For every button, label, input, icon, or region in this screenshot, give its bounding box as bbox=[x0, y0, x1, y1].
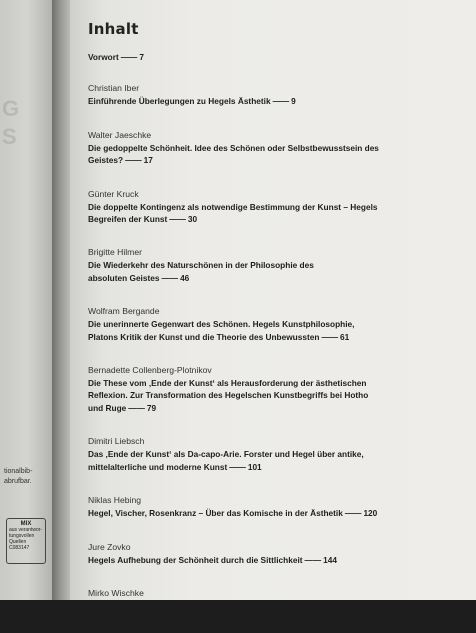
toc-entry-title-line bbox=[88, 507, 472, 519]
page-number: 7 bbox=[139, 52, 144, 62]
fsc-mix-code: C083147 bbox=[9, 545, 30, 551]
toc-entry-author: Niklas Hebing bbox=[88, 495, 142, 506]
leader-dash: —— bbox=[125, 155, 142, 166]
leader-dash: —— bbox=[344, 508, 362, 519]
toc-entry-title-line bbox=[88, 272, 472, 284]
fsc-mix-title: MIX bbox=[20, 521, 32, 527]
page-number: 30 bbox=[187, 214, 198, 225]
toc-entry-title-text: Geistes? bbox=[88, 155, 124, 166]
page-number: 17 bbox=[143, 155, 153, 166]
leader-dash: —— bbox=[304, 554, 322, 565]
toc-content bbox=[88, 20, 472, 633]
page-number: 61 bbox=[340, 331, 350, 342]
toc-entry-author: Günter Kruck bbox=[88, 188, 139, 199]
toc-entry-title-line bbox=[88, 600, 472, 612]
toc-entry-author: Christian Iber bbox=[88, 83, 140, 94]
toc-entry-foreword bbox=[88, 51, 472, 63]
toc-entry-title-line bbox=[88, 95, 472, 107]
toc-entry bbox=[88, 188, 472, 226]
toc-entry bbox=[88, 82, 472, 107]
toc-entry-title-line bbox=[88, 213, 472, 225]
toc-entry-title-text: Reflexion. Zur Transformation des Hegelschen Kunstbegriffs bei Hotho bbox=[88, 390, 369, 401]
toc-entry-title-line bbox=[88, 554, 472, 566]
toc-entry-title-text: Das ‚Ende der Kunst‘ als Da-capo-Arie. Forster und Hegel über antike, bbox=[88, 449, 364, 460]
toc-heading: Inhalt bbox=[88, 20, 139, 38]
leader-dash: —— bbox=[229, 461, 246, 472]
toc-entry-title-line bbox=[88, 377, 472, 389]
toc-entry-title-text: mittelalterliche und moderne Kunst bbox=[88, 461, 228, 472]
toc-entry-title-line bbox=[88, 448, 472, 460]
toc-entry-title-line bbox=[88, 318, 472, 330]
toc-entry bbox=[88, 494, 472, 519]
leader-dash: —— bbox=[128, 402, 145, 413]
fsc-mix-line-1: aus verantwor- bbox=[9, 527, 43, 533]
leader-dash: —— bbox=[321, 331, 339, 342]
toc-entry-title-line bbox=[88, 154, 472, 166]
toc-entry-title-text: Einführende Überlegungen zu Hegels Ästhetik bbox=[88, 96, 271, 107]
toc-entry-author: Mirko Wischke bbox=[88, 587, 144, 598]
toc-entry-title-line bbox=[88, 402, 472, 414]
toc-entry-author: Bernadette Collenberg-Plotnikov bbox=[88, 365, 212, 376]
fsc-mix-line-2: tungsvollen Quellen bbox=[9, 533, 35, 545]
toc-entry-title-text: Die unerinnerte Gegenwart des Schönen. Hegels Kunstphilosophie, bbox=[88, 319, 355, 330]
toc-entry-title-text: Die Wiederkehr des Naturschönen in der Philosophie des bbox=[88, 260, 314, 271]
toc-entry-title-text: Begreifen der Kunst bbox=[88, 214, 168, 225]
leader-dash: —— bbox=[169, 214, 186, 225]
page-number: 9 bbox=[291, 96, 296, 107]
page-number: 46 bbox=[180, 272, 190, 283]
toc-entry-title-text: Hegel, Vischer, Rosenkranz – Über das Komische in der Ästhetik bbox=[88, 508, 343, 519]
toc-entry-author: Walter Jaeschke bbox=[88, 129, 152, 140]
toc-entry-title-text: absoluten Geistes bbox=[88, 272, 160, 283]
leader-dash: —— bbox=[344, 600, 362, 611]
page-number: 156 bbox=[363, 600, 377, 611]
leader-dash: —— bbox=[161, 272, 179, 283]
toc-entry-author: Jure Zovko bbox=[88, 541, 131, 552]
toc-entry bbox=[88, 305, 472, 343]
toc-entry-title-text: und Ruge bbox=[88, 402, 127, 413]
toc-entry-author: Wolfram Bergande bbox=[88, 306, 160, 317]
toc-entry-title-line bbox=[88, 389, 472, 401]
toc-entry bbox=[88, 246, 472, 284]
page-number: 144 bbox=[323, 554, 337, 565]
toc-entry-author: Dimitri Liebsch bbox=[88, 436, 145, 447]
toc-entry-title-text: Die gedoppelte Schönheit. Idee des Schönen oder Selbstbewusstsein des bbox=[88, 142, 379, 153]
toc-entry-title-line bbox=[88, 51, 472, 63]
toc-entry-title-text: Platons Kritik der Kunst und die Theorie des Unbewussten bbox=[88, 331, 320, 342]
leader-dash: —— bbox=[272, 96, 290, 107]
cip-text-line-2: abrufbar. bbox=[4, 478, 32, 485]
toc-entries-list bbox=[88, 82, 472, 612]
toc-entry-title-text: Kraftlose Schönheit? Hegel über die Zeitlichkeit des Kunstwerks bbox=[88, 600, 343, 611]
toc-page bbox=[70, 0, 476, 611]
toc-entry-title-text: Die doppelte Kontingenz als notwendige Bestimmung der Kunst – Hegels bbox=[88, 201, 378, 212]
toc-entry-title-line bbox=[88, 259, 472, 271]
toc-entry-title-line bbox=[88, 461, 472, 473]
left-page bbox=[0, 0, 60, 600]
page-number: 120 bbox=[363, 508, 378, 519]
toc-entry-title-line bbox=[88, 331, 472, 343]
cip-text-line-1: tionalbib- bbox=[4, 468, 33, 475]
toc-entry bbox=[88, 364, 472, 414]
toc-entry-title-text: Die These vom ‚Ende der Kunst‘ als Herausforderung der ästhetischen bbox=[88, 378, 367, 389]
foreword-title: Vorwort bbox=[88, 52, 119, 62]
show-through-letters: G S bbox=[2, 96, 20, 149]
fsc-mix-label bbox=[6, 518, 46, 564]
toc-entry bbox=[88, 541, 472, 566]
toc-entry bbox=[88, 435, 472, 473]
leader-dash: —— bbox=[120, 52, 138, 62]
toc-entry-title-line bbox=[88, 201, 472, 213]
toc-entry-title-text: Hegels Aufhebung der Schönheit durch die Sittlichkeit bbox=[88, 554, 303, 565]
toc-entry-author: Brigitte Hilmer bbox=[88, 247, 142, 258]
page-number: 79 bbox=[146, 402, 157, 413]
toc-entry-title-line bbox=[88, 142, 472, 154]
toc-entry bbox=[88, 129, 472, 167]
page-number: 101 bbox=[247, 461, 262, 472]
